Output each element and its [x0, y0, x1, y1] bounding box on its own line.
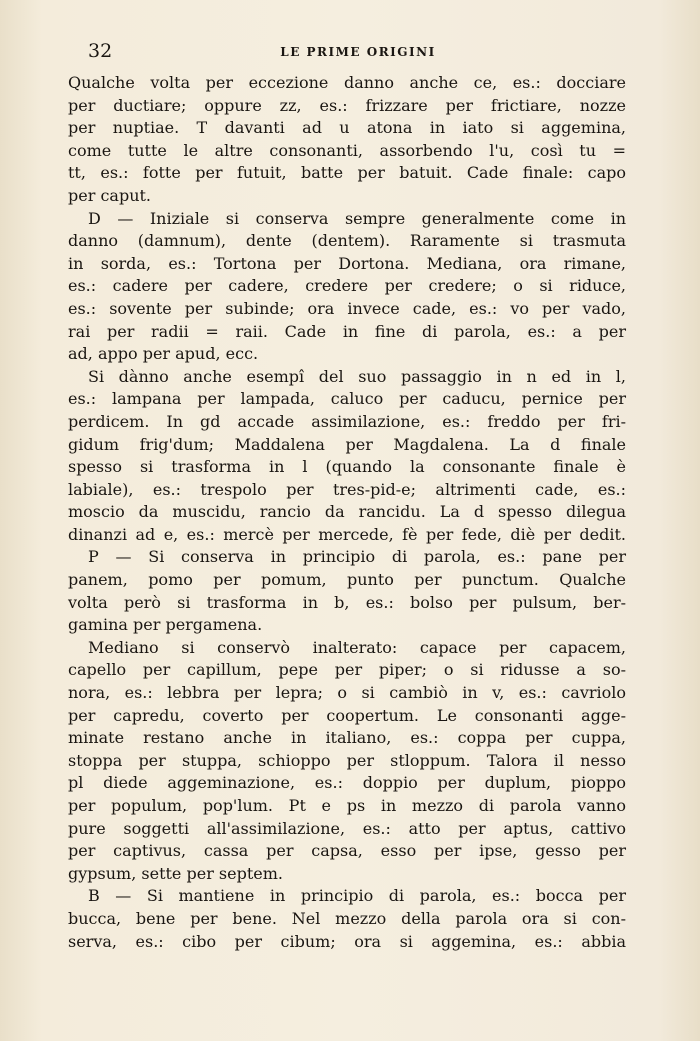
text-line: capello per capillum, pepe per piper; o si ridusse a so-: [68, 660, 626, 680]
text-line: dinanzi ad e, es.: mercè per mercede, fè per fede, diè per dedit.: [68, 524, 626, 544]
text-line: per capredu, coverto per coopertum. Le consonanti agge-: [68, 705, 626, 725]
text-line: gamina per pergamena.: [68, 615, 263, 635]
text-line: stoppa per stuppa, schioppo per stloppum. Talora il nesso: [68, 750, 626, 770]
text-line: per captivus, cassa per capsa, esso per ipse, gesso per: [68, 841, 626, 861]
body-text: [68, 72, 626, 953]
text-line: bucca, bene per bene. Nel mezzo della parola ora si con-: [68, 908, 626, 928]
text-line: serva, es.: cibo per cibum; ora si aggemina, es.: abbia: [68, 931, 626, 951]
text-line: per ductiare; oppure zz, es.: frizzare per frictiare, nozze: [68, 95, 626, 115]
text-line: es.: lampana per lampada, caluco per caducu, pernice per: [68, 389, 626, 409]
text-line: per populum, pop'lum. Pt e ps in mezzo di parola vanno: [68, 796, 626, 815]
text-line: perdicem. In gd accade assimilazione, es.: freddo per fri-: [68, 411, 626, 431]
text-line: labiale), es.: trespolo per tres-pid-e; altrimenti cade, es.:: [68, 479, 626, 499]
text-line: pl diede aggeminazione, es.: doppio per duplum, pioppo: [68, 773, 626, 793]
text-line: B — Si mantiene in principio di parola, es.: bocca per: [88, 886, 626, 906]
text-line: minate restano anche in italiano, es.: coppa per cuppa,: [68, 728, 626, 748]
text-line: es.: cadere per cadere, credere per credere; o si riduce,: [68, 276, 626, 296]
text-line: P — Si conserva in principio di parola, es.: pane per: [88, 547, 626, 567]
text-line: es.: sovente per subinde; ora invece cade, es.: vo per vado,: [68, 298, 626, 318]
page-header: [88, 40, 628, 64]
text-line: ad, appo per apud, ecc.: [68, 344, 259, 364]
text-line: in sorda, es.: Tortona per Dortona. Mediana, ora rimane,: [68, 253, 626, 273]
text-line: spesso si trasforma in l (quando la consonante finale è: [68, 457, 626, 477]
text-line: Mediano si conservò inalterato: capace per capacem,: [88, 637, 626, 657]
running-head: LE PRIME ORIGINI: [280, 45, 436, 59]
text-line: gidum frig'dum; Maddalena per Magdalena. La d finale: [68, 434, 626, 454]
text-line: per caput.: [68, 185, 152, 205]
text-line: volta però si trasforma in b, es.: bolso per pulsum, ber-: [68, 592, 626, 612]
text-line: tt, es.: fotte per futuit, batte per batuit. Cade finale: capo: [68, 163, 626, 183]
text-line: per nuptiae. T davanti ad u atona in iato si aggemina,: [68, 118, 626, 138]
text-line: Si dànno anche esempî del suo passaggio in n ed in l,: [88, 366, 626, 386]
text-line: moscio da muscidu, rancio da rancidu. La d spesso dilegua: [68, 502, 626, 522]
text-line: nora, es.: lebbra per lepra; o si cambiò in v, es.: cavriolo: [68, 683, 626, 703]
text-line: D — Iniziale si conserva sempre generalmente come in: [88, 208, 626, 228]
text-line: panem, pomo per pomum, punto per punctum. Qualche: [68, 570, 626, 590]
text-line: gypsum, sette per septem.: [68, 863, 283, 883]
text-line: danno (damnum), dente (dentem). Raramente si trasmuta: [68, 231, 626, 251]
text-line: rai per radii = raii. Cade in fine di parola, es.: a per: [68, 321, 626, 341]
text-line: Qualche volta per eccezione danno anche ce, es.: docciare: [68, 73, 626, 92]
text-line: pure soggetti all'assimilazione, es.: atto per aptus, cattivo: [68, 818, 626, 838]
page-number: 32: [88, 40, 113, 62]
text-line: come tutte le altre consonanti, assorbendo l'u, così tu =: [68, 140, 626, 160]
